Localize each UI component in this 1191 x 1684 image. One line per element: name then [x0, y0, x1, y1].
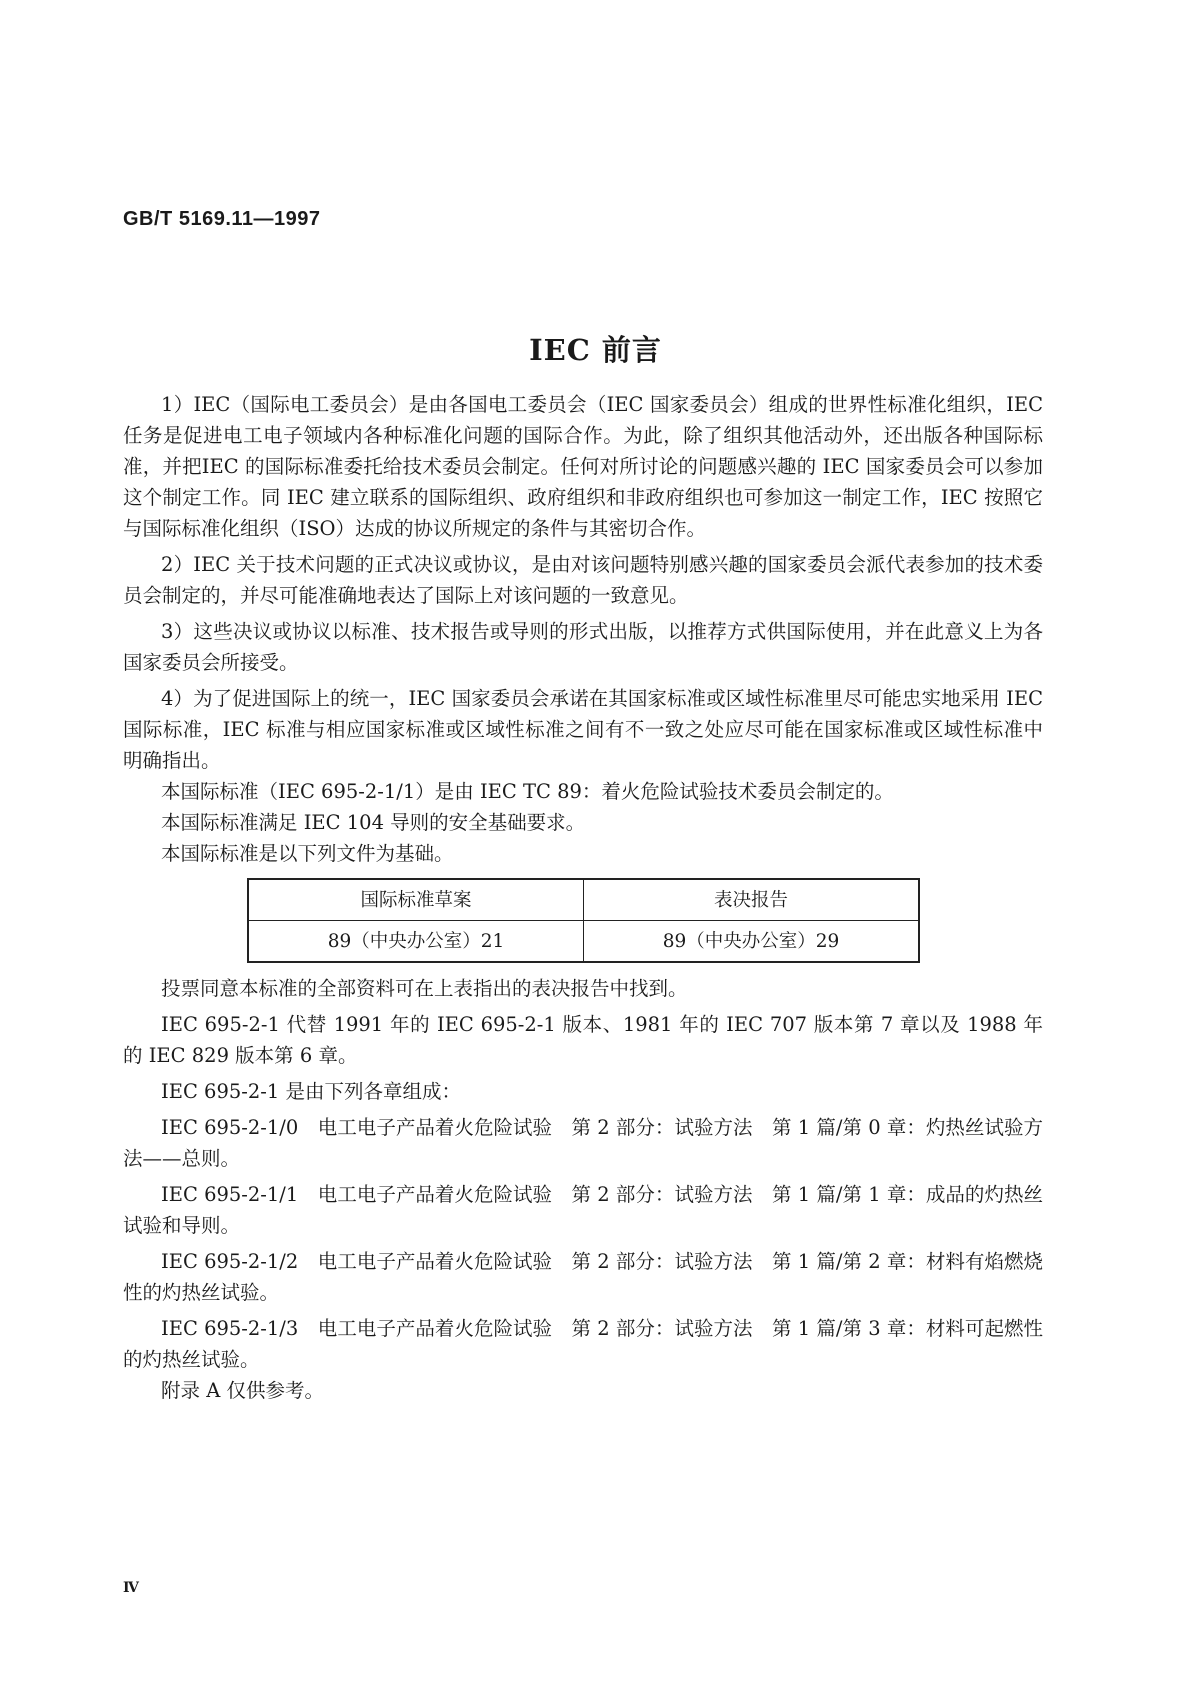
page-title: IEC 前言 [529, 333, 662, 367]
paragraph-1: 1）IEC（国际电工委员会）是由各国电工委员会（IEC 国家委员会）组成的世界性标准化组织，IEC 任务是促进电工电子领域内各种标准化问题的国际合作。为此，除了组织其他活动外，还出版各种国际标准，并把IEC 的国际标准委托给技术委员会制定。任何对所讨论的问题感兴趣的 IEC 国家委员会可以参加这个制定工作。同 IEC 建立联系的国际组织、政府组织和非政府组织也可参加这一制定工作，IEC 按照它与国际标准化组织（ISO）达成的协议所规定的条件与其密切合作。 [123, 393, 1043, 540]
body-text [123, 389, 1043, 1406]
table-header-row [248, 879, 919, 921]
document-basis-table [247, 878, 920, 963]
part-item: IEC 695-2-1/0 电工电子产品着火危险试验 第 2 部分：试验方法 第 1 篇/第 0 章：灼热丝试验方法——总则。 [123, 1116, 1043, 1170]
replacement-note: IEC 695-2-1 代替 1991 年的 IEC 695-2-1 版本、1981 年的 IEC 707 版本第 7 章以及 1988 年的 IEC 829 版本第 6 章。 [123, 1013, 1043, 1067]
part-item: IEC 695-2-1/2 电工电子产品着火危险试验 第 2 部分：试验方法 第 1 篇/第 2 章：材料有焰燃烧性的灼热丝试验。 [123, 1250, 1043, 1304]
composition-intro: IEC 695-2-1 是由下列各章组成： [161, 1080, 461, 1103]
table-cell: 89（中央办公室）29 [584, 921, 920, 963]
standard-code: GB/T 5169.11—1997 [123, 208, 321, 230]
paragraph-4: 4）为了促进国际上的统一，IEC 国家委员会承诺在其国家标准或区域性标准里尽可能忠实地采用 IEC 国际标准，IEC 标准与相应国家标准或区域性标准之间有不一致之处应尽可能在国家标准或区域性标准中明确指出。 [123, 687, 1043, 772]
voting-note: 投票同意本标准的全部资料可在上表指出的表决报告中找到。 [161, 977, 688, 1000]
table-header-cell: 表决报告 [584, 879, 920, 921]
paragraph-2: 2）IEC 关于技术问题的正式决议或协议，是由对该问题特别感兴趣的国家委员会派代表参加的技术委员会制定的，并尽可能准确地表达了国际上对该问题的一致意见。 [123, 553, 1043, 607]
part-item: IEC 695-2-1/3 电工电子产品着火危险试验 第 2 部分：试验方法 第 1 篇/第 3 章：材料可起燃性的灼热丝试验。 [123, 1317, 1043, 1371]
statement-guide: 本国际标准满足 IEC 104 导则的安全基础要求。 [161, 811, 586, 834]
part-item: IEC 695-2-1/1 电工电子产品着火危险试验 第 2 部分：试验方法 第 1 篇/第 1 章：成品的灼热丝试验和导则。 [123, 1183, 1043, 1237]
page-number: Ⅳ [123, 1580, 139, 1596]
table-cell: 89（中央办公室）21 [248, 921, 584, 963]
table-header-cell: 国际标准草案 [248, 879, 584, 921]
statement-basis: 本国际标准是以下列文件为基础。 [161, 842, 454, 865]
statement-committee: 本国际标准（IEC 695-2-1/1）是由 IEC TC 89：着火危险试验技术委员会制定的。 [161, 780, 894, 803]
table-row [248, 921, 919, 963]
appendix-note: 附录 A 仅供参考。 [161, 1379, 324, 1402]
paragraph-3: 3）这些决议或协议以标准、技术报告或导则的形式出版，以推荐方式供国际使用，并在此意义上为各国家委员会所接受。 [123, 620, 1043, 674]
